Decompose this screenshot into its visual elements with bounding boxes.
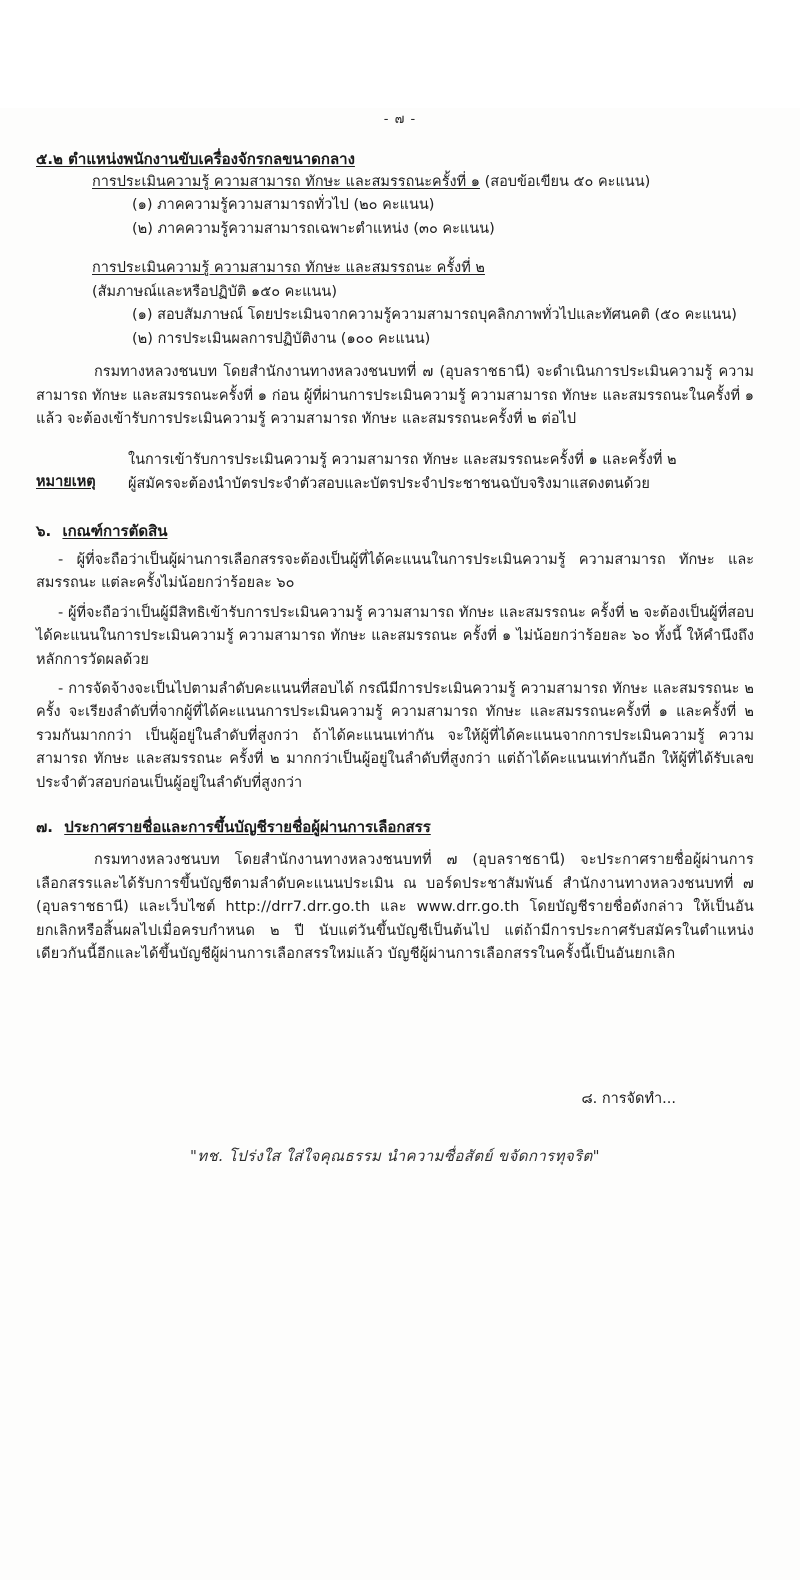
assessment-2-item: (๑) สอบสัมภาษณ์ โดยประเมินจากความรู้ความสามารถบุคลิกภาพทั่วไปและทัศนคติ (๕๐ คะแนน): [132, 307, 737, 324]
continuation-note: ๘. การจัดทำ...: [581, 1090, 676, 1107]
assessment-1-item: (๒) ภาคความรู้ความสามารถเฉพาะตำแหน่ง (๓๐ คะแนน): [132, 220, 495, 237]
assessment-2-heading: การประเมินความรู้ ความสามารถ ทักษะ และสมรรถนะ ครั้งที่ ๒: [92, 260, 485, 277]
note-line: ผู้สมัครจะต้องนำบัตรประจำตัวสอบและบัตรประจำประชาชนฉบับจริงมาแสดงตนด้วย: [128, 476, 650, 493]
note-block: [36, 448, 754, 497]
section-5-2-paragraph: กรมทางหลวงชนบท โดยสำนักงานทางหลวงชนบทที่ ๗ (อุบลราชธานี) จะดำเนินการประเมินความรู้ ความสามารถ ทักษะ และสมรรถนะครั้งที่ ๑ ก่อน ผู้ที่ผ่านการประเมินความรู้ ความสามารถ ทักษะ และสมรรถนะในครั้งที่ ๑ แล้ว จะต้องเข้ารับการประเมินความรู้ ความสามารถ ทักษะ และสมรรถนะครั้งที่ ๒ ต่อไป: [36, 364, 754, 428]
section-6-item: - การจัดจ้างจะเป็นไปตามลำดับคะแนนที่สอบได้ กรณีมีการประเมินความรู้ ความสามารถ ทักษะ และสมรรถนะ ๒ ครั้ง จะเรียงลำดับที่จากผู้ที่ได้คะแนนการประเมินความรู้ ความสามารถ ทักษะ และสมรรถนะครั้งที่ ๑ และครั้งที่ ๒ รวมกันมากกว่า เป็นผู้อยู่ในลำดับที่สูงกว่า ถ้าได้คะแนนเท่ากัน จะให้ผู้ที่ได้คะแนนจากการประเมินความรู้ ความสามารถ ทักษะ และสมรรถนะ ครั้งที่ ๒ มากกว่าเป็นผู้อยู่ในลำดับที่สูงกว่า แต่ถ้าได้คะแนนเท่ากันอีก ให้ผู้ที่ได้รับเลขประจำตัวสอบก่อนเป็นผู้อยู่ในลำดับที่สูงกว่า: [36, 680, 754, 791]
assessment-2-item: (๒) การประเมินผลการปฏิบัติงาน (๑๐๐ คะแนน): [132, 330, 431, 347]
assessment-1-item: (๑) ภาคความรู้ความสามารถทั่วไป (๒๐ คะแนน): [132, 197, 435, 214]
assessment-1-note: (สอบข้อเขียน ๕๐ คะแนน): [484, 174, 651, 190]
note-body: [128, 448, 754, 497]
section-7-number: ๗.: [36, 818, 53, 837]
page-number: - ๗ -: [383, 112, 417, 127]
section-7-heading: ประกาศรายชื่อและการขึ้นบัญชีรายชื่อผู้ผ่านการเลือกสรร: [64, 818, 431, 837]
assessment-1-heading-row: [36, 171, 754, 194]
assessment-2-heading-row: [36, 257, 754, 280]
section-6-heading-row: [36, 519, 754, 543]
section-6-item: - ผู้ที่จะถือว่าเป็นผู้ผ่านการเลือกสรรจะต้องเป็นผู้ที่ได้คะแนนในการประเมินความรู้ ความสามารถ ทักษะ และสมรรถนะ แต่ละครั้งไม่น้อยกว่าร้อยละ ๖๐: [36, 551, 754, 592]
section-5-2-heading: ๕.๒ ตำแหน่งพนักงานขับเครื่องจักรกลขนาดกลาง: [36, 150, 355, 168]
assessment-2-note: (สัมภาษณ์และหรือปฏิบัติ ๑๕๐ คะแนน): [92, 283, 337, 300]
note-label: หมายเหตุ: [36, 473, 96, 490]
document-content: [0, 147, 800, 1168]
section-6-heading: เกณฑ์การตัดสิน: [62, 521, 168, 540]
section-7-heading-row: [36, 815, 754, 839]
document-page: [0, 108, 800, 1580]
footer-motto: "ทช. โปร่งใส ใส่ใจคุณธรรม นำความซื่อสัตย์ ขจัดการทุจริต": [190, 1146, 600, 1165]
section-6-number: ๖.: [36, 521, 52, 540]
section-6-item: - ผู้ที่จะถือว่าเป็นผู้มีสิทธิเข้ารับการประเมินความรู้ ความสามารถ ทักษะ และสมรรถนะ ครั้งที่ ๒ จะต้องเป็นผู้ที่สอบได้คะแนนในการประเมินความรู้ ความสามารถ ทักษะ และสมรรถนะ ครั้งที่ ๑ ไม่น้อยกว่าร้อยละ ๖๐ ทั้งนี้ ให้คำนึงถึงหลักการวัดผลด้วย: [36, 604, 754, 668]
assessment-1-heading: การประเมินความรู้ ความสามารถ ทักษะ และสมรรถนะครั้งที่ ๑: [92, 174, 480, 190]
section-7-paragraph: กรมทางหลวงชนบท โดยสำนักงานทางหลวงชนบทที่ ๗ (อุบลราชธานี) จะประกาศรายชื่อผู้ผ่านการเลือกสรรและได้รับการขึ้นบัญชีตามลำดับคะแนนประเมิน ณ บอร์ดประชาสัมพันธ์ สำนักงานทางหลวงชนบทที่ ๗ (อุบลราชธานี) และเว็บไซต์ http://drr7.drr.go.th และ www.drr.go.th โดยบัญชีรายชื่อดังกล่าว ให้เป็นอันยกเลิกหรือสิ้นผลไปเมื่อครบกำหนด ๒ ปี นับแต่วันขึ้นบัญชีเป็นต้นไป แต่ถ้ามีการประกาศรับสมัครในตำแหน่งเดียวกันนี้อีกและได้ขึ้นบัญชีผู้ผ่านการเลือกสรรใหม่แล้ว บัญชีผู้ผ่านการเลือกสรรในครั้งนี้เป็นอันยกเลิก: [36, 852, 754, 963]
note-line: ในการเข้ารับการประเมินความรู้ ความสามารถ ทักษะ และสมรรถนะครั้งที่ ๑ และครั้งที่ ๒: [128, 451, 677, 468]
